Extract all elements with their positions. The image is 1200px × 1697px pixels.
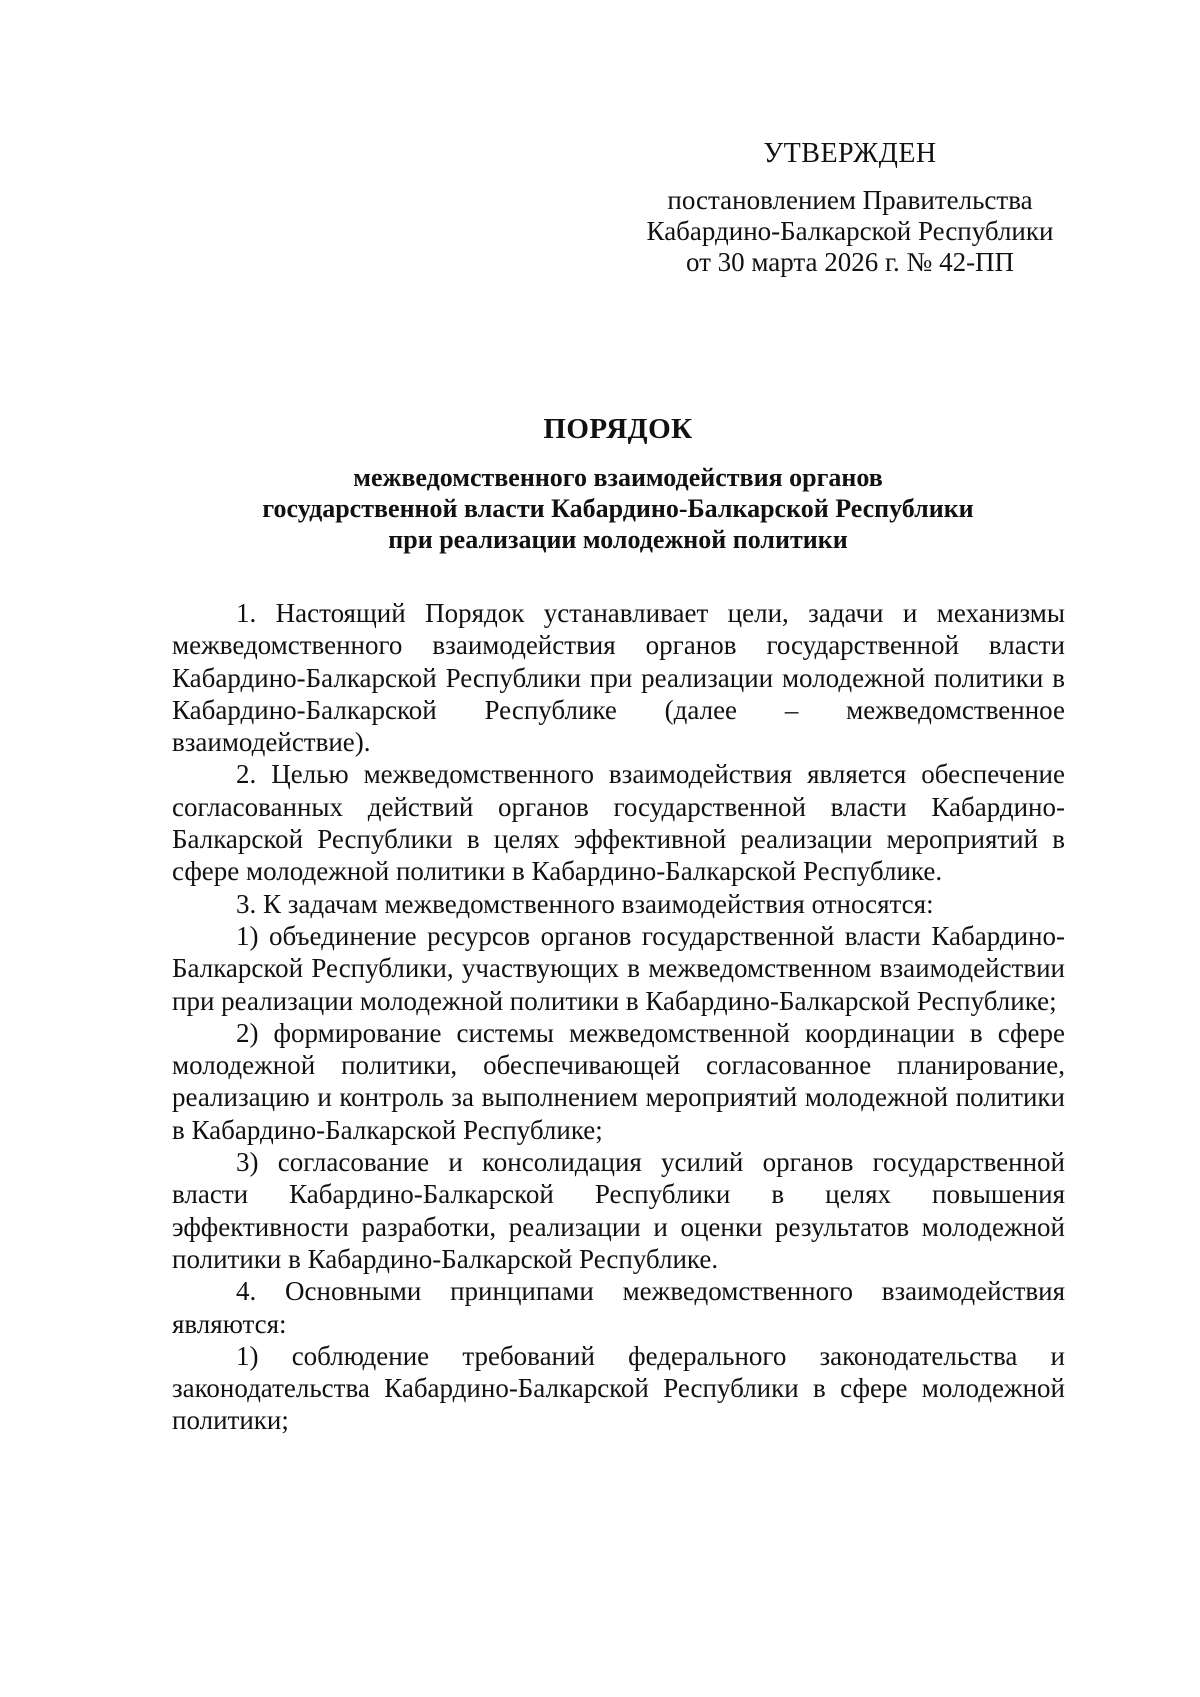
document-subtitle-line: межведомственного взаимодействия органов [353, 463, 883, 492]
approval-block [600, 138, 1100, 278]
approval-stamp: УТВЕРЖДЕН [763, 138, 937, 169]
document-subtitle-line: государственной власти Кабардино-Балкарской Республики [262, 494, 974, 523]
paragraph-3-item-3: 3) согласование и консолидация усилий органов государственной власти Кабардино-Балкарской Республики в целях повышения эффективности разработки, реализации и оценки результатов молодежной политики в Кабардино-Балкарской Республике. [172, 1147, 1065, 1274]
approval-line: постановлением Правительства [667, 185, 1033, 215]
document-title: ПОРЯДОК [543, 413, 693, 445]
approval-line: Кабардино-Балкарской Республики [646, 216, 1054, 246]
paragraph-3-item-1: 1) объединение ресурсов органов государственной власти Кабардино-Балкарской Республики, участвующих в межведомственном взаимодействии при реализации молодежной политики в Кабардино-Балкарской Республике; [172, 920, 1065, 1016]
paragraph-3: 3. К задачам межведомственного взаимодействия относятся: [236, 888, 934, 919]
document-subtitle-line: при реализации молодежной политики [388, 525, 848, 554]
paragraph-4-item-1: 1) соблюдение требований федерального законодательства и законодательства Кабардино-Балкарской Республики в сфере молодежной политики; [172, 1340, 1065, 1436]
paragraph-2: 2. Целью межведомственного взаимодействия является обеспечение согласованных действий органов государственной власти Кабардино-Балкарской Республики в целях эффективной реализации мероприятий в сфере молодежной политики в Кабардино-Балкарской Республике. [172, 759, 1065, 887]
approval-line: от 30 марта 2026 г. № 42-ПП [685, 247, 1015, 277]
paragraph-1: 1. Настоящий Порядок устанавливает цели, задачи и механизмы межведомственного взаимодействия органов государственной власти Кабардино-Балкарской Республики при реализации молодежной политики в Кабардино-Балкарской Республике (далее – межведомственное взаимодействие). [172, 598, 1065, 758]
paragraph-4: 4. Основными принципами межведомственного взаимодействия являются: [172, 1276, 1065, 1339]
document-body [172, 597, 1065, 1437]
paragraph-3-item-2: 2) формирование системы межведомственной координации в сфере молодежной политики, обеспечивающей согласованное планирование, реализацию и контроль за выполнением мероприятий молодежной политики в Кабардино-Балкарской Республике; [172, 1017, 1065, 1145]
document-heading [168, 413, 1068, 555]
